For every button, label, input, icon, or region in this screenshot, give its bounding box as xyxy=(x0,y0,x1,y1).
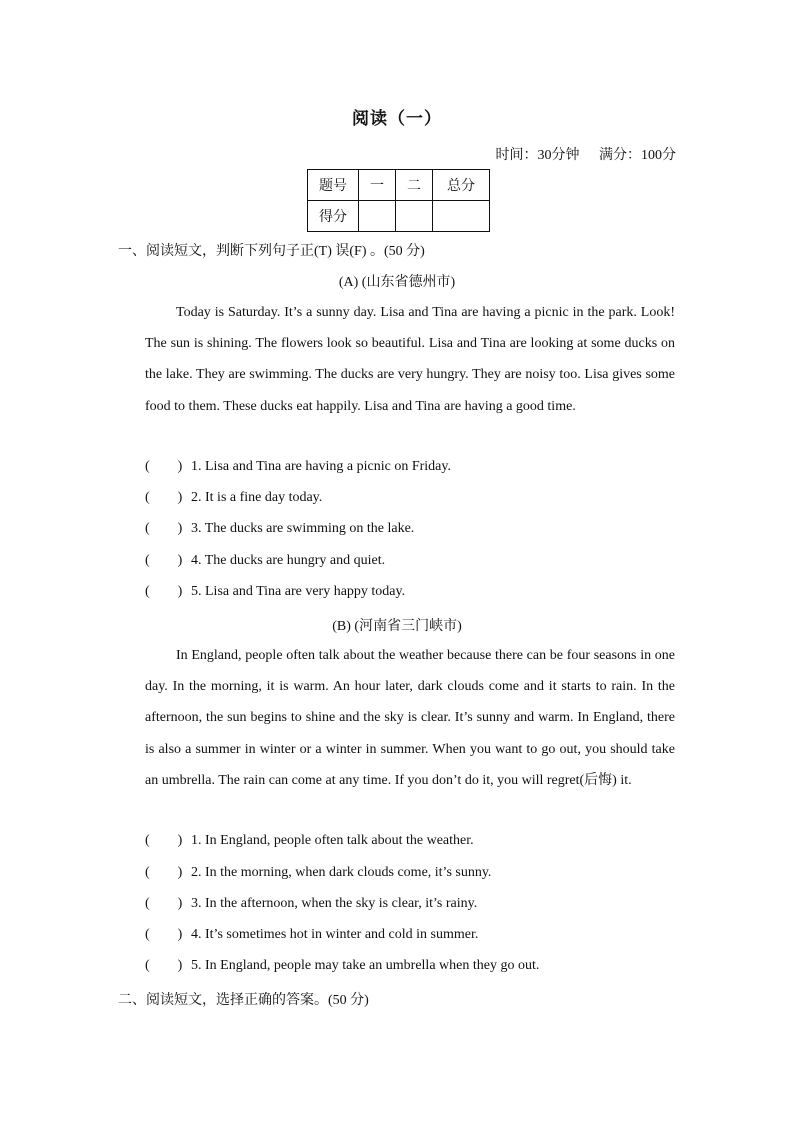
score-entry-cell[interactable] xyxy=(396,201,433,232)
score-cell: 总分 xyxy=(433,170,490,201)
question-b-5: ( ) 5. In England, people may take an umbrella when they go out. xyxy=(145,958,540,973)
score-cell: 一 xyxy=(359,170,396,201)
score-cell: 得分 xyxy=(308,201,359,232)
question-a-3: ( ) 3. The ducks are swimming on the lake. xyxy=(145,521,415,536)
time-limit: 时间：30分钟 xyxy=(495,148,580,163)
question-a-1: ( ) 1. Lisa and Tina are having a picnic on Friday. xyxy=(145,459,451,474)
question-a-5: ( ) 5. Lisa and Tina are very happy today. xyxy=(145,584,406,599)
question-b-3: ( ) 3. In the afternoon, when the sky is clear, it’s rainy. xyxy=(145,896,478,911)
answer-blank[interactable]: ( ) xyxy=(145,833,183,848)
answer-blank[interactable]: ( ) xyxy=(145,553,183,568)
answer-blank[interactable]: ( ) xyxy=(145,865,183,880)
question-a-4: ( ) 4. The ducks are hungry and quiet. xyxy=(145,553,386,568)
passage-b-text: In England, people often talk about the weather because there can be four seasons in one day. In the morning, it is warm. An hour later, dark clouds come and it starts to rain. In the afternoon, the sun begins to shine and the sky is clear. It’s sunny and warm. In England, there is also a summer in winter or a winter in summer. When you want to go out, you should take an umbrella. The rain can come at any time. If you don’t do it, you will regret(后悔) it. xyxy=(145,648,675,788)
score-cell: 二 xyxy=(396,170,433,201)
answer-blank[interactable]: ( ) xyxy=(145,958,183,973)
exam-meta xyxy=(496,144,677,164)
score-table-score-row xyxy=(308,201,490,232)
answer-blank[interactable]: ( ) xyxy=(145,584,183,599)
answer-blank[interactable]: ( ) xyxy=(145,521,183,536)
passage-a-label: (A) (山东省德州市) xyxy=(338,275,456,290)
full-score: 满分：100分 xyxy=(599,148,676,163)
question-b-4: ( ) 4. It’s sometimes hot in winter and cold in summer. xyxy=(145,927,479,942)
answer-blank[interactable]: ( ) xyxy=(145,490,183,505)
question-a-2: ( ) 2. It is a fine day today. xyxy=(145,490,323,505)
answer-blank[interactable]: ( ) xyxy=(145,927,183,942)
answer-blank[interactable]: ( ) xyxy=(145,896,183,911)
answer-blank[interactable]: ( ) xyxy=(145,459,183,474)
question-b-2: ( ) 2. In the morning, when dark clouds come, it’s sunny. xyxy=(145,865,492,880)
question-b-1: ( ) 1. In England, people often talk about the weather. xyxy=(145,833,474,848)
passage-a-text: Today is Saturday. It’s a sunny day. Lisa and Tina are having a picnic in the park. Look! The sun is shining. The flowers look so beautiful. Lisa and Tina are looking at some ducks on the lake. They are swimming. The ducks are very hungry. They are noisy too. Lisa gives some food to them. These ducks eat happily. Lisa and Tina are having a good time. xyxy=(145,305,675,414)
score-table xyxy=(307,169,490,232)
part1-heading: 一、阅读短文，判断下列句子正(T) 误(F) 。(50 分) xyxy=(118,244,425,259)
score-entry-cell[interactable] xyxy=(359,201,396,232)
score-entry-cell[interactable] xyxy=(433,201,490,232)
part2-heading: 二、阅读短文，选择正确的答案。(50 分) xyxy=(118,993,369,1008)
page-title: 阅读（一） xyxy=(352,109,442,129)
score-cell: 题号 xyxy=(308,170,359,201)
passage-b-label: (B) (河南省三门峡市) xyxy=(332,619,462,634)
score-table-header-row xyxy=(308,170,490,201)
